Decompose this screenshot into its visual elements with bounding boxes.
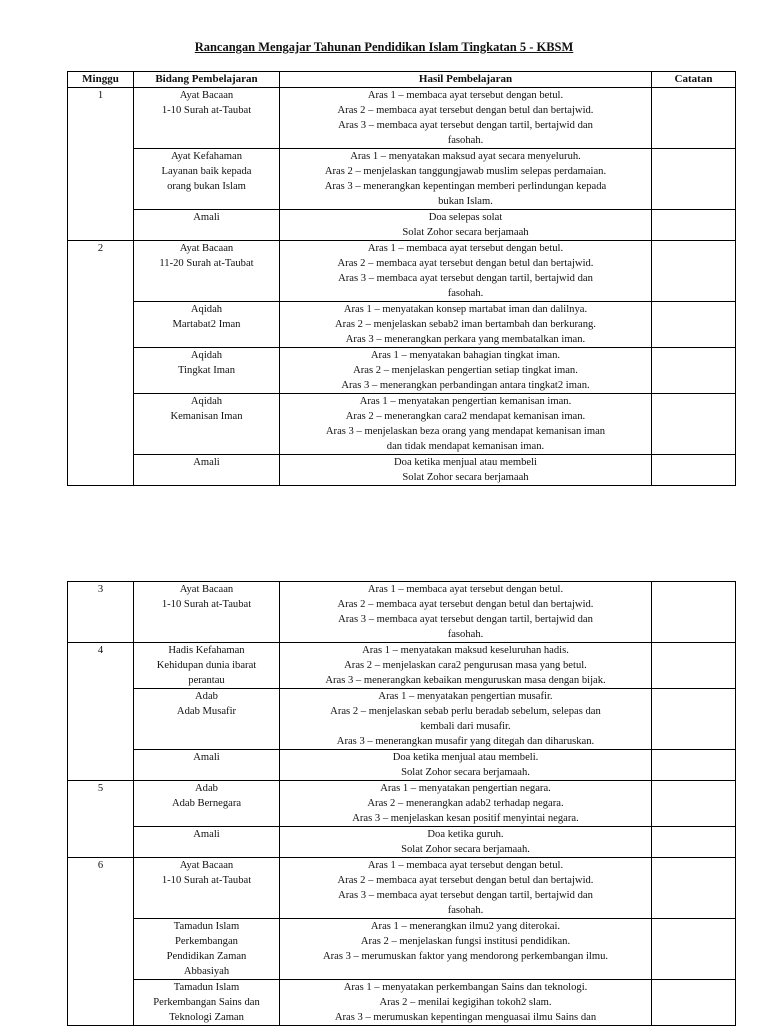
bidang-cell (134, 827, 280, 858)
bidang-line: Layanan baik kepada (161, 166, 252, 177)
hasil-line: Aras 3 – menerangkan musafir yang ditegah dan diharuskan. (336, 736, 595, 747)
bidang-line: 1-10 Surah at-Taubat (161, 105, 252, 116)
week-number-cell: 1 (68, 88, 134, 241)
plan-table-2 (67, 581, 736, 1026)
bidang-cell (134, 348, 280, 394)
table-header-row (68, 72, 736, 88)
bidang-line: Adab (195, 783, 218, 794)
bidang-line: Adab Musafir (176, 706, 237, 717)
hasil-cell (280, 980, 652, 1026)
bidang-cell (134, 750, 280, 781)
table-row (68, 302, 736, 348)
week-number-cell: 4 (68, 643, 134, 781)
table-row (68, 582, 736, 643)
table-2-body (68, 582, 736, 1026)
catatan-cell (652, 455, 736, 486)
hasil-line: Aras 2 – menjelaskan sebab2 iman bertambah dan berkurang. (335, 319, 596, 330)
bidang-line: Amali (193, 752, 220, 763)
hasil-line: Aras 2 – menjelaskan pengertian setiap tingkat iman. (353, 365, 578, 376)
catatan-cell (652, 582, 736, 643)
bidang-line: 1-10 Surah at-Taubat (161, 599, 252, 610)
hasil-line: Aras 1 – menyatakan pengertian negara. (380, 783, 551, 794)
catatan-cell (652, 302, 736, 348)
table-1-body (68, 88, 736, 486)
bidang-cell (134, 149, 280, 210)
hasil-line: bukan Islam. (438, 196, 493, 207)
hasil-line: Aras 2 – menilai kegigihan tokoh2 slam. (379, 997, 552, 1008)
document-title: Rancangan Mengajar Tahunan Pendidikan Islam Tingkatan 5 - KBSM (194, 40, 574, 54)
bidang-line: Aqidah (190, 304, 223, 315)
bidang-cell (134, 980, 280, 1026)
bidang-cell (134, 689, 280, 750)
hasil-line: Aras 3 – menerangkan perkara yang membatalkan iman. (345, 334, 586, 345)
table-row (68, 88, 736, 149)
catatan-cell (652, 643, 736, 689)
bidang-line: Tingkat Iman (178, 365, 235, 376)
bidang-line: Aqidah (190, 350, 223, 361)
hasil-cell (280, 348, 652, 394)
hasil-line: Aras 2 – menjelaskan sebab perlu beradab sebelum, selepas dan (330, 706, 601, 717)
hasil-line: Solat Zohor secara berjamaah. (401, 844, 530, 855)
hasil-cell (280, 582, 652, 643)
hasil-line: Aras 2 – menjelaskan cara2 pengurusan masa yang betul. (344, 660, 587, 671)
hasil-line: fasohah. (447, 135, 484, 146)
hasil-cell (280, 455, 652, 486)
bidang-line: Kehidupan dunia ibarat (156, 660, 257, 671)
hasil-line: Aras 2 – menjelaskan tanggungjawab muslim selepas perdamaian. (324, 166, 607, 177)
header-bidang: Bidang Pembelajaran (134, 72, 280, 88)
hasil-line: Aras 3 – membaca ayat tersebut dengan tartil, bertajwid dan (338, 273, 593, 284)
hasil-line: Solat Zohor secara berjamaah. (401, 767, 530, 778)
hasil-line: Aras 1 – membaca ayat tersebut dengan betul. (367, 860, 564, 871)
hasil-cell (280, 149, 652, 210)
hasil-line: kembali dari musafir. (420, 721, 511, 732)
table-row (68, 241, 736, 302)
catatan-cell (652, 241, 736, 302)
table-row (68, 980, 736, 1026)
hasil-line: Aras 3 – menerangkan kebaikan menguruskan masa dengan bijak. (325, 675, 606, 686)
bidang-line: 11-20 Surah at-Taubat (159, 258, 254, 269)
bidang-line: perantau (188, 675, 225, 686)
bidang-cell (134, 455, 280, 486)
hasil-cell (280, 689, 652, 750)
bidang-line: Tamadun Islam (173, 921, 240, 932)
hasil-line: Aras 1 – menyatakan maksud ayat secara menyeluruh. (350, 151, 581, 162)
table-row (68, 750, 736, 781)
header-catatan: Catatan (652, 72, 736, 88)
hasil-line: Aras 1 – menyatakan maksud keseluruhan hadis. (362, 645, 569, 656)
plan-table-1 (67, 71, 736, 486)
hasil-line: Aras 3 – membaca ayat tersebut dengan tartil, bertajwid dan (338, 890, 593, 901)
hasil-line: Aras 3 – merumuskan faktor yang mendorong perkembangan ilmu. (322, 951, 609, 962)
hasil-cell (280, 827, 652, 858)
hasil-line: Aras 2 – menerangkan cara2 mendapat kemanisan iman. (345, 411, 586, 422)
bidang-cell (134, 919, 280, 980)
bidang-line: orang bukan Islam (167, 181, 246, 192)
hasil-line: Aras 1 – menyatakan perkembangan Sains dan teknologi. (343, 982, 588, 993)
catatan-cell (652, 88, 736, 149)
table-row (68, 394, 736, 455)
catatan-cell (652, 210, 736, 241)
bidang-line: Tamadun Islam (173, 982, 240, 993)
hasil-cell (280, 394, 652, 455)
hasil-cell (280, 858, 652, 919)
hasil-line: Solat Zohor secara berjamaah (402, 227, 529, 238)
bidang-line: Adab Bernegara (171, 798, 242, 809)
hasil-cell (280, 919, 652, 980)
week-number-cell: 6 (68, 858, 134, 1026)
hasil-line: fasohah. (447, 905, 484, 916)
hasil-line: Aras 2 – membaca ayat tersebut dengan betul dan bertajwid. (337, 875, 594, 886)
table-row (68, 781, 736, 827)
catatan-cell (652, 980, 736, 1026)
hasil-line: Aras 3 – menjelaskan kesan positif menyintai negara. (352, 813, 579, 824)
hasil-line: Aras 3 – membaca ayat tersebut dengan tartil, bertajwid dan (338, 120, 593, 131)
catatan-cell (652, 348, 736, 394)
hasil-line: Doa selepas solat (428, 212, 503, 223)
hasil-line: Aras 3 – merumuskan kepentingan menguasai ilmu Sains dan (334, 1012, 597, 1023)
bidang-line: Ayat Bacaan (179, 243, 234, 254)
hasil-line: Aras 1 – menyatakan pengertian kemanisan iman. (359, 396, 572, 407)
hasil-line: Aras 1 – menerangkan ilmu2 yang diterokai. (370, 921, 561, 932)
table-row (68, 919, 736, 980)
hasil-line: Aras 2 – membaca ayat tersebut dengan betul dan bertajwid. (337, 105, 594, 116)
week-number-cell: 5 (68, 781, 134, 858)
hasil-line: dan tidak mendapat kemanisan iman. (386, 441, 545, 452)
hasil-line: Doa ketika menjual atau membeli (394, 457, 537, 468)
header-hasil: Hasil Pembelajaran (280, 72, 652, 88)
hasil-line: fasohah. (447, 288, 484, 299)
bidang-cell (134, 88, 280, 149)
bidang-cell (134, 210, 280, 241)
bidang-line: Adab (195, 691, 218, 702)
hasil-line: Aras 3 – menjelaskan beza orang yang mendapat kemanisan iman (325, 426, 606, 437)
bidang-line: Ayat Bacaan (179, 90, 234, 101)
hasil-cell (280, 750, 652, 781)
hasil-line: Aras 1 – menyatakan pengertian musafir. (378, 691, 553, 702)
catatan-cell (652, 149, 736, 210)
bidang-line: Hadis Kefahaman (168, 645, 245, 656)
table-row (68, 348, 736, 394)
bidang-line: Pendidikan Zaman (166, 951, 247, 962)
catatan-cell (652, 750, 736, 781)
hasil-line: Aras 2 – menjelaskan fungsi institusi pendidikan. (360, 936, 571, 947)
header-minggu: Minggu (68, 72, 134, 88)
hasil-line: Aras 2 – menerangkan adab2 terhadap negara. (367, 798, 564, 809)
hasil-cell (280, 88, 652, 149)
hasil-cell (280, 302, 652, 348)
bidang-cell (134, 302, 280, 348)
catatan-cell (652, 919, 736, 980)
hasil-line: Aras 2 – membaca ayat tersebut dengan betul dan bertajwid. (337, 258, 594, 269)
hasil-line: Aras 3 – menerangkan perbandingan antara tingkat2 iman. (341, 380, 590, 391)
bidang-line: Abbasiyah (183, 966, 230, 977)
bidang-line: Kemanisan Iman (170, 411, 243, 422)
catatan-cell (652, 689, 736, 750)
week-number-cell: 2 (68, 241, 134, 486)
hasil-cell (280, 781, 652, 827)
bidang-line: Amali (193, 212, 220, 223)
bidang-line: Amali (193, 829, 220, 840)
bidang-cell (134, 582, 280, 643)
hasil-line: Aras 1 – membaca ayat tersebut dengan betul. (367, 243, 564, 254)
hasil-line: Doa ketika guruh. (427, 829, 504, 840)
bidang-line: Amali (193, 457, 220, 468)
hasil-line: Aras 1 – membaca ayat tersebut dengan betul. (367, 584, 564, 595)
hasil-line: Aras 1 – menyatakan bahagian tingkat iman. (370, 350, 561, 361)
hasil-line: fasohah. (447, 629, 484, 640)
hasil-cell (280, 210, 652, 241)
bidang-cell (134, 241, 280, 302)
table-row (68, 827, 736, 858)
hasil-line: Aras 3 – membaca ayat tersebut dengan tartil, bertajwid dan (338, 614, 593, 625)
bidang-line: Teknologi Zaman (169, 1012, 244, 1023)
catatan-cell (652, 858, 736, 919)
bidang-line: Martabat2 Iman (172, 319, 241, 330)
hasil-cell (280, 643, 652, 689)
bidang-line: Perkembangan (175, 936, 238, 947)
bidang-line: Perkembangan Sains dan (153, 997, 260, 1008)
table-row (68, 455, 736, 486)
bidang-cell (134, 858, 280, 919)
bidang-line: Ayat Kefahaman (170, 151, 243, 162)
hasil-line: Doa ketika menjual atau membeli. (392, 752, 539, 763)
table-row (68, 689, 736, 750)
hasil-line: Aras 1 – menyatakan konsep martabat iman dan dalilnya. (343, 304, 588, 315)
catatan-cell (652, 827, 736, 858)
hasil-line: Aras 1 – membaca ayat tersebut dengan betul. (367, 90, 564, 101)
bidang-line: Ayat Bacaan (179, 860, 234, 871)
week-number-cell: 3 (68, 582, 134, 643)
bidang-line: Ayat Bacaan (179, 584, 234, 595)
hasil-cell (280, 241, 652, 302)
table-row (68, 149, 736, 210)
bidang-cell (134, 394, 280, 455)
table-row (68, 643, 736, 689)
catatan-cell (652, 781, 736, 827)
hasil-line: Aras 2 – membaca ayat tersebut dengan betul dan bertajwid. (337, 599, 594, 610)
hasil-line: Solat Zohor secara berjamaah (402, 472, 529, 483)
catatan-cell (652, 394, 736, 455)
bidang-line: Aqidah (190, 396, 223, 407)
table-row (68, 858, 736, 919)
table-row (68, 210, 736, 241)
hasil-line: Aras 3 – menerangkan kepentingan memberi perlindungan kepada (324, 181, 607, 192)
bidang-cell (134, 643, 280, 689)
bidang-line: 1-10 Surah at-Taubat (161, 875, 252, 886)
bidang-cell (134, 781, 280, 827)
